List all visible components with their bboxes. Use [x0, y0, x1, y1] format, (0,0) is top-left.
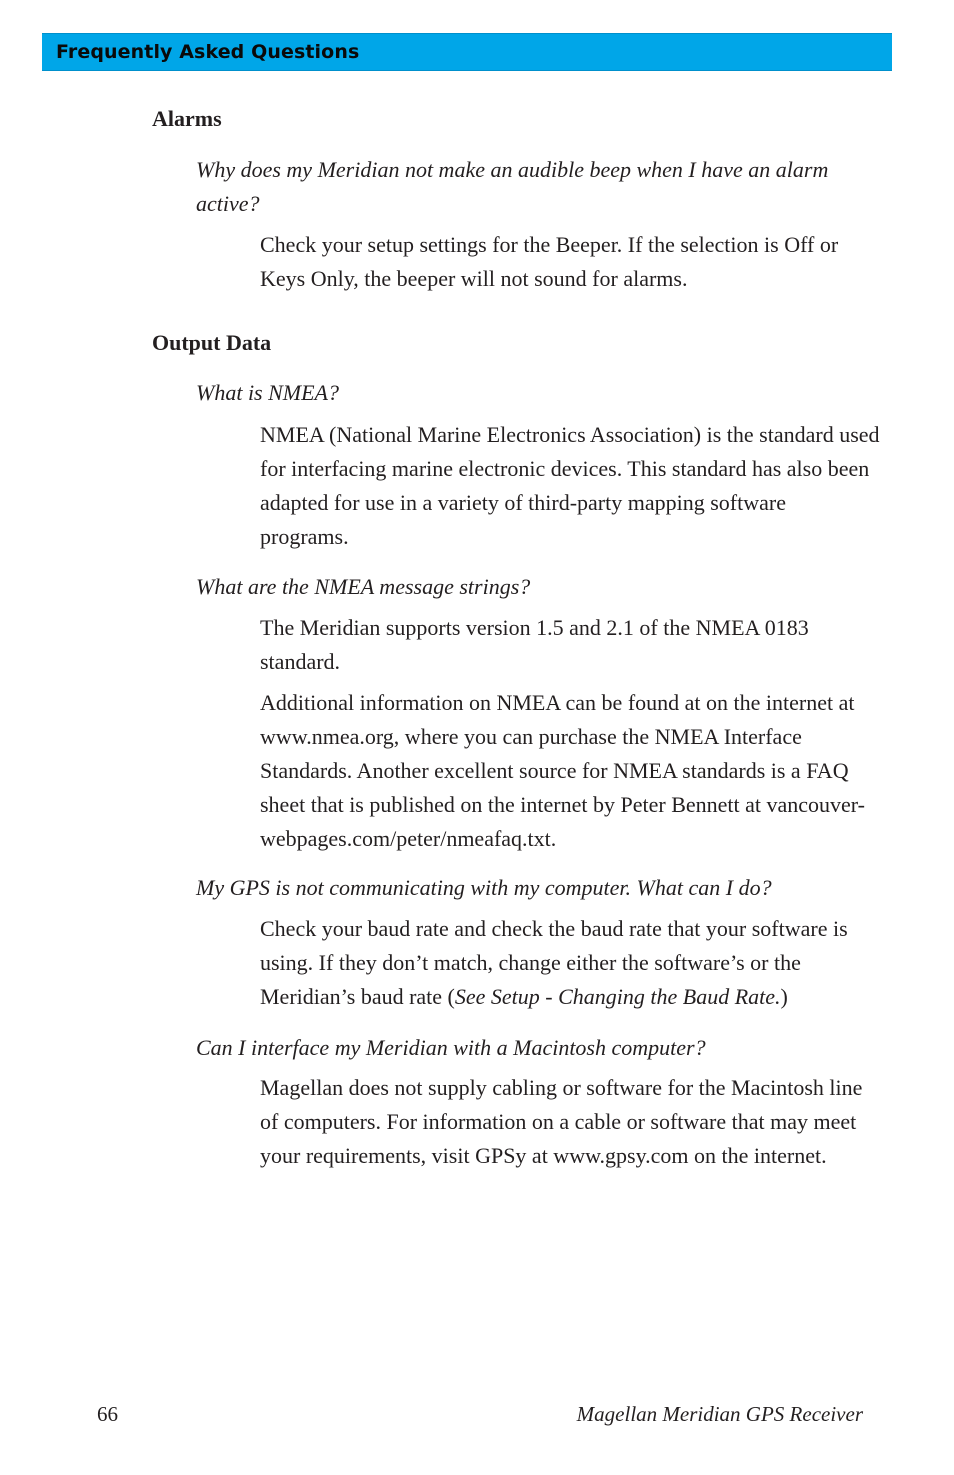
section-heading-output-data: Output Data: [152, 330, 272, 355]
faq-answer-nmea-strings-versions: The Meridian supports version 1.5 and 2.1 of the NMEA 0183 standard.: [260, 615, 809, 674]
section-heading-alarms: Alarms: [152, 106, 222, 131]
faq-answer-what-is-nmea: NMEA (National Marine Electronics Association) is the standard used for interfacing marine electronic devices. This standard has also been adapted for use in a variety of third-party mapping software programs.: [260, 422, 880, 549]
book-title: Magellan Meridian GPS Receiver: [576, 1402, 863, 1426]
section-header-bar: [42, 33, 892, 71]
faq-question-nmea-strings: What are the NMEA message strings?: [196, 574, 531, 599]
faq-question-macintosh: Can I interface my Meridian with a Macintosh computer?: [196, 1035, 706, 1060]
faq-answer-gps-not-communicating: [260, 912, 888, 1014]
faq-answer-nmea-strings-resources: Additional information on NMEA can be found at on the internet at www.nmea.org, where you can purchase the NMEA Interface Standards. Another excellent source for NMEA standards is a FAQ sheet that is published on the internet by Peter Bennett at vancouver-webpages.com/peter/nmeafaq.txt.: [260, 690, 865, 851]
cross-reference: See Setup - Changing the Baud Rate.: [454, 984, 781, 1009]
faq-question-audible-beep: Why does my Meridian not make an audible beep when I have an alarm active?: [196, 157, 829, 216]
page-number: 66: [97, 1402, 118, 1426]
faq-answer-audible-beep: Check your setup settings for the Beeper. If the selection is Off or Keys Only, the beeper will not sound for alarms.: [260, 232, 839, 291]
answer-text-end: ): [780, 984, 788, 1009]
faq-answer-macintosh: Magellan does not supply cabling or software for the Macintosh line of computers. For information on a cable or software that may meet your requirements, visit GPSy at www.gpsy.com on the internet.: [260, 1075, 863, 1168]
answer-text: Check your baud rate and check the baud rate that your software is using. If they don’t match, change either the software’s or the Meridian’s baud rate (: [260, 916, 848, 1009]
faq-question-gps-not-communicating: My GPS is not communicating with my computer. What can I do?: [196, 875, 772, 900]
faq-question-what-is-nmea: What is NMEA?: [196, 380, 339, 405]
header-title: Frequently Asked Questions: [56, 41, 360, 63]
